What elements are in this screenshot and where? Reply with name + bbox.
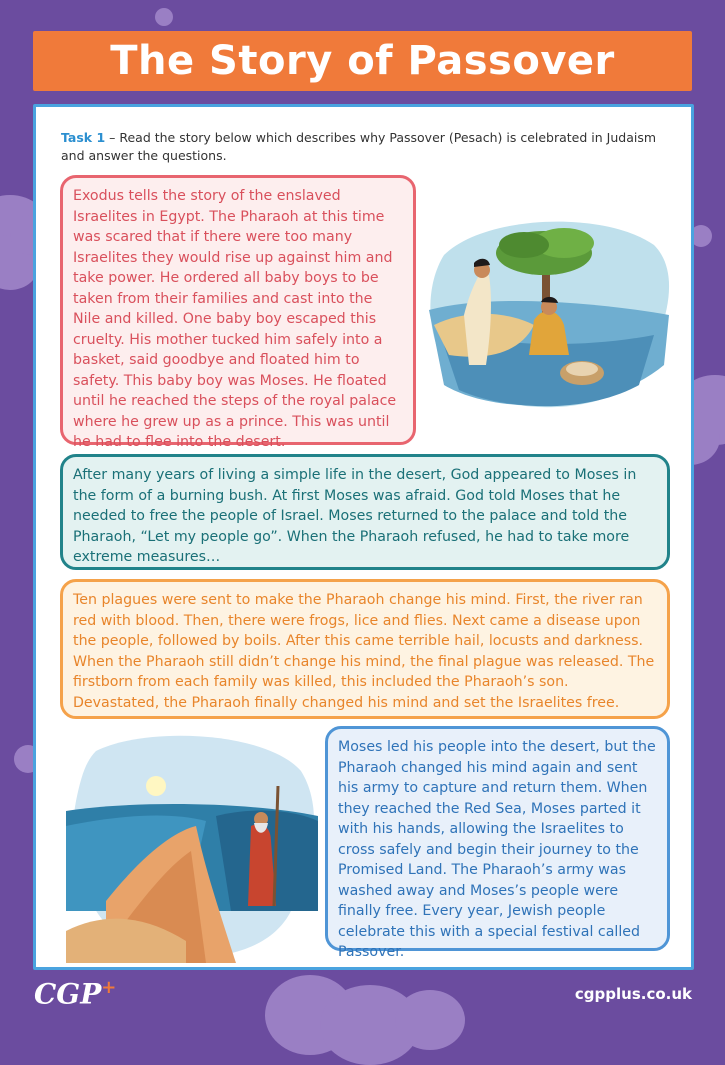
logo-text: CGP — [34, 977, 102, 1011]
red-sea-parting-illustration — [66, 731, 318, 963]
decor-cloud — [395, 990, 465, 1050]
cgp-logo — [34, 977, 116, 1010]
decor-cloud — [155, 8, 173, 26]
logo-plus: + — [101, 977, 117, 998]
site-url: cgpplus.co.uk — [574, 985, 692, 1003]
content-panel — [33, 104, 694, 970]
story-box-ten-plagues: Ten plagues were sent to make the Pharaoh change his mind. First, the river ran red with blood. Then, there were frogs, lice and flies. Next came a disease upon the people, followed by boils. After this came terrible hail, locusts and darkness. When the Pharaoh still didn’t change his mind, the final plague was released. The firstborn from each family was killed, this included the Pharaoh’s son. Devastated, the Pharaoh finally changed his mind and set the Israelites free. — [60, 579, 670, 719]
page-title: The Story of Passover — [110, 38, 615, 84]
story-box-exodus: Exodus tells the story of the enslaved Israelites in Egypt. The Pharaoh at this time was scared that if there were too many Israelites they would rise up against him and take power. He ordered all baby boys to be taken from their families and cast into the Nile and killed. One baby boy escaped this cruelty. His mother tucked him safely into a basket, said goodbye and floated him to safety. This baby boy was Moses. He floated until he reached the steps of the royal palace where he grew up as a prince. This was until he had to flee into the desert. — [60, 175, 416, 445]
story-box-red-sea: Moses led his people into the desert, but the Pharaoh changed his mind again and sent his army to capture and return them. When they reached the Red Sea, Moses parted it with his hands, allowing the Israelites to cross safely and begin their journey to the Promised Land. The Pharaoh’s army was washed away and Moses’s people were finally free. Every year, Jewish people celebrate this with a special festival called Passover. — [325, 726, 670, 951]
title-banner — [33, 31, 692, 91]
story-box-burning-bush: After many years of living a simple life in the desert, God appeared to Moses in the form of a burning bush. At first Moses was afraid. God told Moses that he needed to free the people of Israel. Moses returned to the palace and told the Pharaoh, “Let my people go”. When the Pharaoh refused, he had to take more extreme measures… — [60, 454, 670, 570]
task-label: Task 1 — [61, 130, 106, 145]
moses-basket-illustration — [424, 215, 672, 415]
task-intro — [61, 129, 661, 165]
task-text: – Read the story below which describes why Passover (Pesach) is celebrated in Judaism and answer the questions. — [61, 130, 657, 163]
